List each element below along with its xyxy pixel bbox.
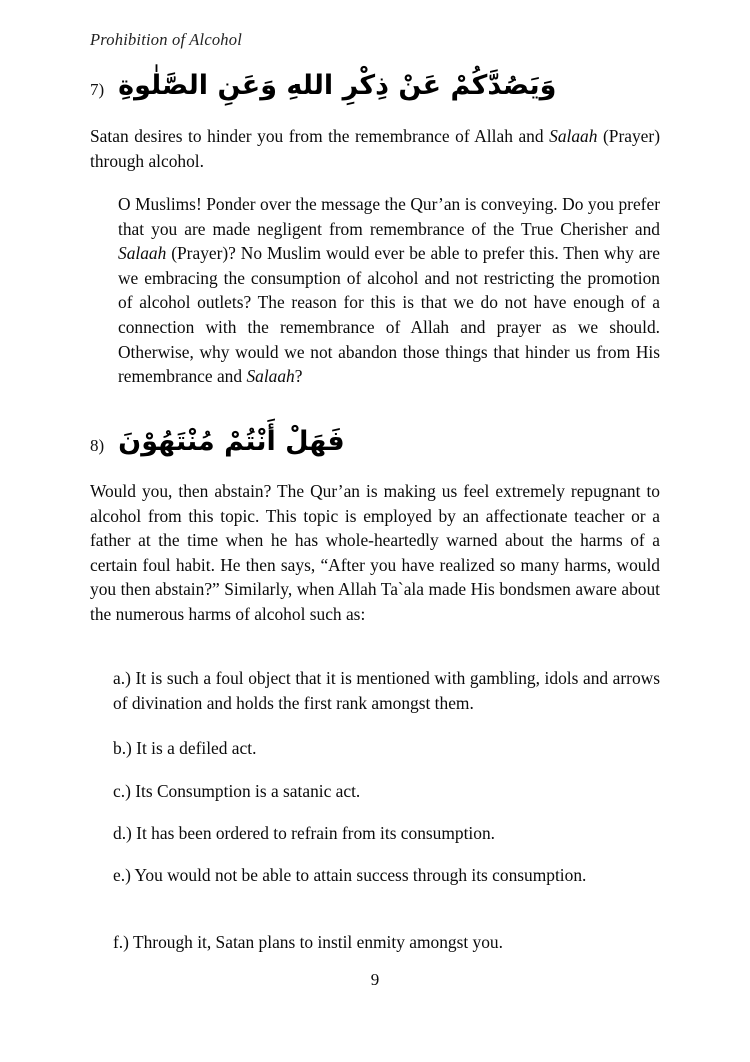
verse-8-commentary: Would you, then abstain? The Qur’an is making us feel extremely repugnant to alcohol from this topic. This topic is employed by an affectionate teacher or a father at the time when he has whole-heartedly warned about the harms of a certain foul habit. He then says, “After you have realized so many harms, would you then abstain?” Similarly, when Allah Ta`ala made His bondsmen aware about the numerous harms of alcohol such as:	[90, 481, 660, 624]
verse-arabic-8: فَهَلْ أَنْتُمْ مُنْتَهُوْنَ	[118, 426, 345, 457]
page-number: 9	[370, 970, 380, 989]
block-quote-part-3: ?	[294, 366, 303, 387]
list-item: d.) It has been ordered to refrain from its consumption.	[113, 823, 495, 843]
block-quote-part-2: (Prayer)? No Muslim would ever be able to prefer this. Then why are we embracing the consumption of alcohol and not restricting the promotion of alcohol outlets? The reason for this is that we do not have enough of a connection with the remembrance of Allah and prayer as we should. Otherwise, why would we not abandon those things that hinder us from His remembrance and	[118, 243, 660, 387]
block-quote-italic-salaah-1: Salaah	[118, 243, 167, 264]
verse-arabic-7: وَيَصُدَّكُمْ عَنْ ذِكْرِ اللهِ وَعَنِ الصَّلٰوةِ	[118, 70, 557, 101]
list-item: c.) Its Consumption is a satanic act.	[113, 781, 361, 801]
running-header: Prohibition of Alcohol	[90, 30, 242, 49]
block-quote-part-1: O Muslims! Ponder over the message the Qur’an is conveying. Do you prefer that you are made negligent from remembrance of the True Cherisher and	[118, 194, 660, 239]
list-item: b.) It is a defiled act.	[113, 738, 257, 758]
translation-text-before: Satan desires to hinder you from the remembrance of Allah and	[90, 126, 550, 146]
verse-marker-7: 7)	[90, 80, 105, 100]
block-quote-paragraph	[118, 192, 660, 389]
block-quote-italic-salaah-2: Salaah	[246, 366, 295, 387]
translation-italic-salaah: Salaah	[549, 126, 598, 146]
verse-row-7	[90, 68, 660, 104]
verse-row-8	[90, 424, 660, 460]
list-item: f.) Through it, Satan plans to instil enmity amongst you.	[113, 932, 503, 952]
verse-marker-8: 8)	[90, 436, 105, 456]
list-item: a.) It is such a foul object that it is mentioned with gambling, idols and arrows of divination and holds the first rank amongst them.	[113, 668, 660, 713]
verse-7-translation	[90, 124, 660, 173]
list-item: e.) You would not be able to attain success through its consumption.	[113, 865, 587, 885]
translation-text-after: (Prayer) through alcohol.	[90, 126, 660, 171]
